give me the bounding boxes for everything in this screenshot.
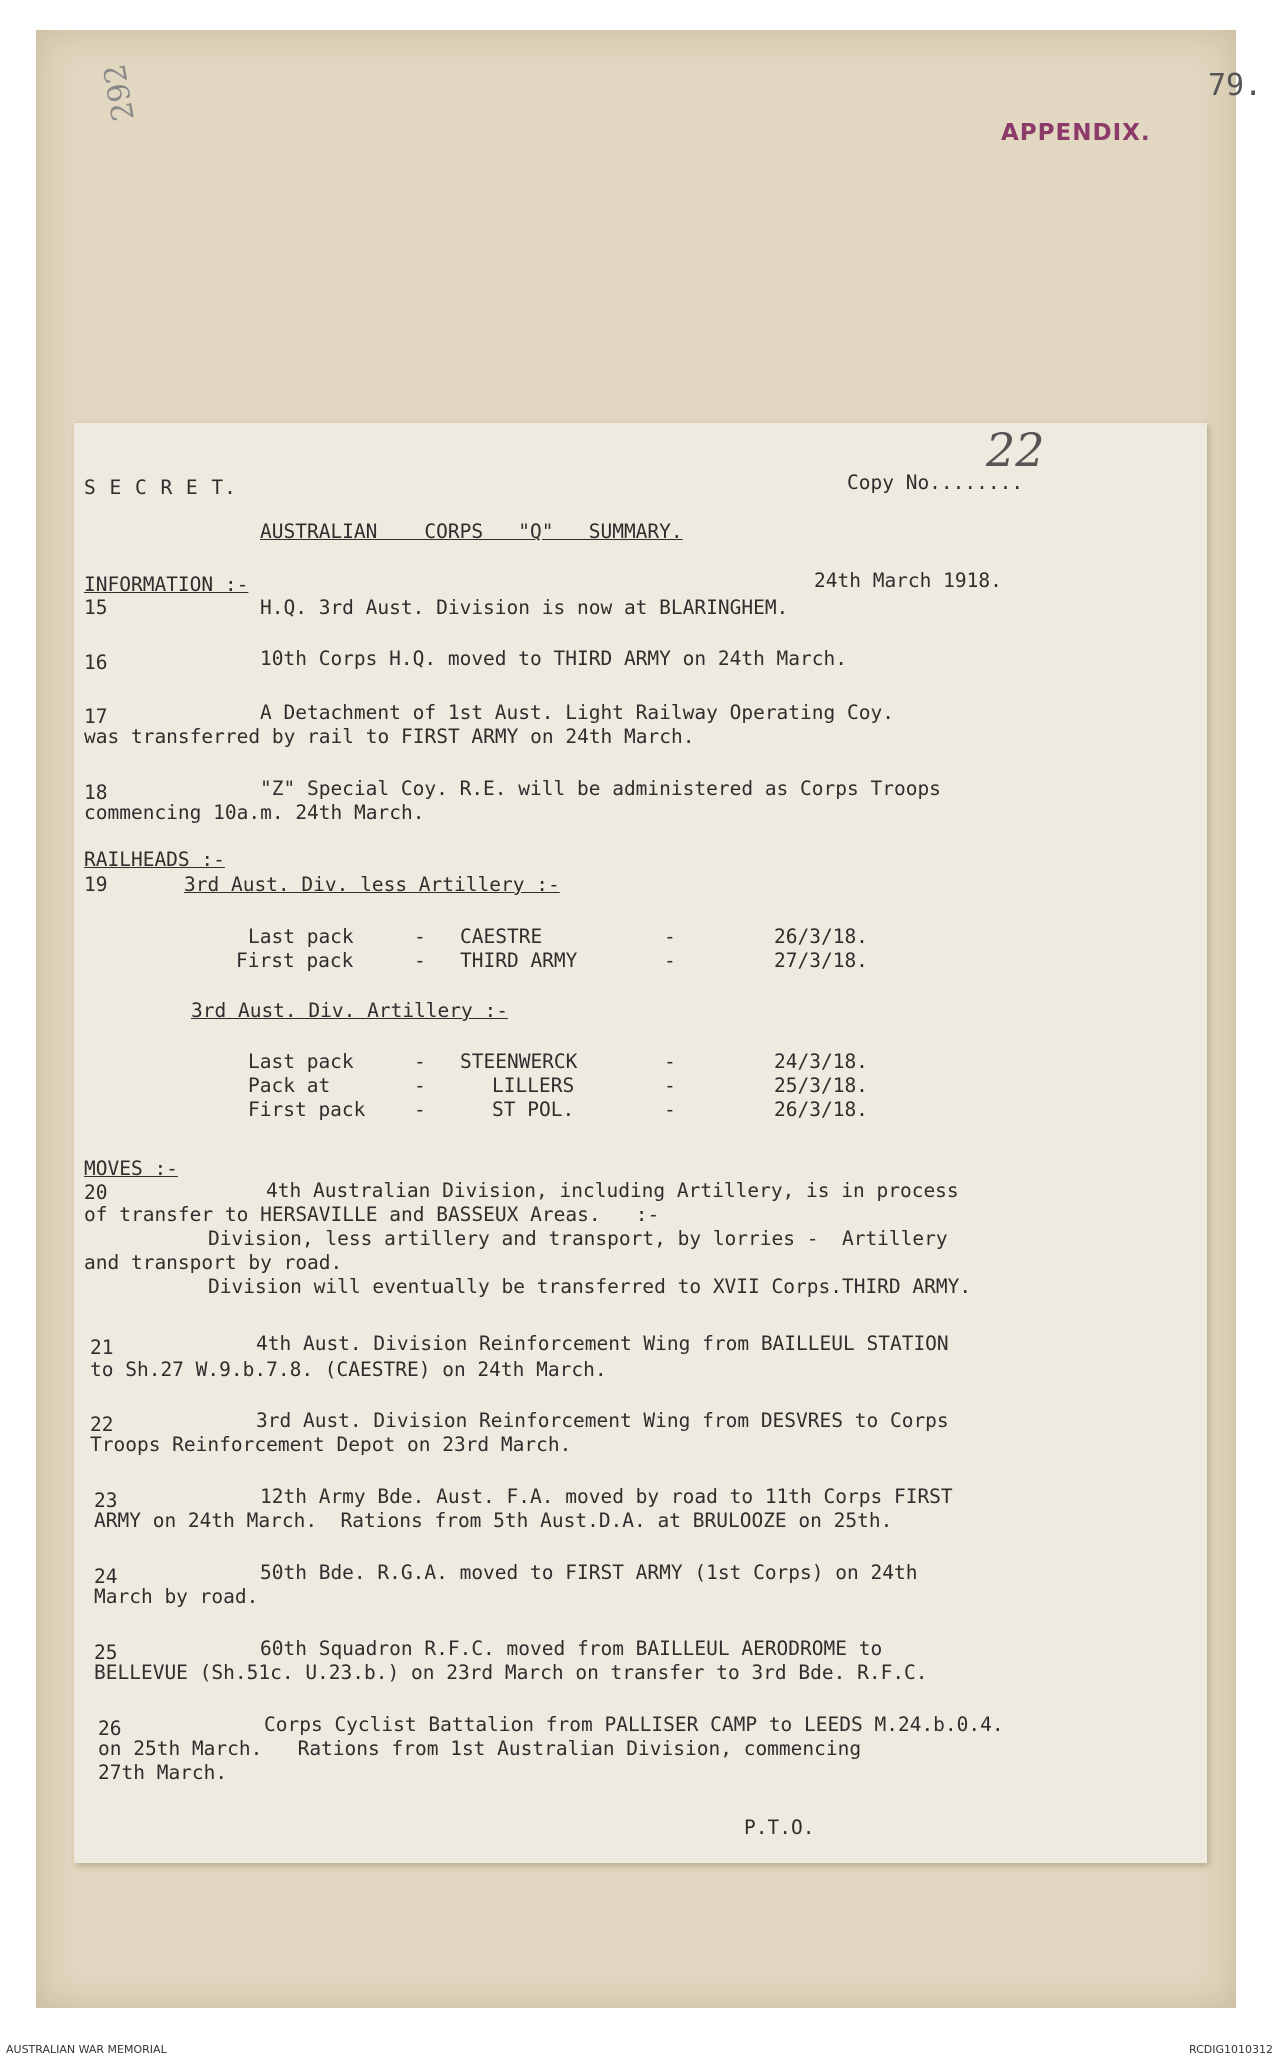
railheads-heading: RAILHEADS :- xyxy=(84,848,225,871)
para-continuation: was transferred by rail to FIRST ARMY on 24th March. xyxy=(84,725,695,748)
railhead-date: 26/3/18. xyxy=(774,925,868,948)
document-title: AUSTRALIAN CORPS "Q" SUMMARY. xyxy=(260,520,683,543)
para-text: "Z" Special Coy. R.E. will be administered as Corps Troops xyxy=(260,777,941,800)
move-line: Division, less artillery and transport, by lorries - Artillery xyxy=(208,1227,948,1250)
para-number: 15 xyxy=(84,596,108,619)
railhead-place: STEENWERCK xyxy=(460,1050,578,1073)
move-line: 4th Aust. Division Reinforcement Wing from BAILLEUL STATION xyxy=(256,1332,949,1355)
move-line: Corps Cyclist Battalion from PALLISER CAMP to LEEDS M.24.b.0.4. xyxy=(264,1713,1004,1736)
archive-image-id: RCDIG1010312 xyxy=(1188,2043,1273,2056)
para-continuation: commencing 10a.m. 24th March. xyxy=(84,801,425,824)
artillery-railhead-heading: 3rd Aust. Div. Artillery :- xyxy=(191,999,508,1022)
archive-folder-page xyxy=(36,30,1263,2008)
move-line: 27th March. xyxy=(98,1761,228,1784)
move-line: 60th Squadron R.F.C. moved from BAILLEUL AERODROME to xyxy=(260,1637,883,1660)
copy-number: Copy No........ xyxy=(847,471,1024,494)
para-text: H.Q. 3rd Aust. Division is now at BLARINGHEM. xyxy=(260,596,789,619)
railhead-label: First pack xyxy=(248,1098,366,1121)
para-number: 20 xyxy=(84,1181,108,1204)
dash: - xyxy=(664,1098,676,1121)
railhead-label: First pack xyxy=(236,949,354,972)
move-line: 12th Army Bde. Aust. F.A. moved by road to 11th Corps FIRST xyxy=(260,1485,953,1508)
railhead-place: CAESTRE xyxy=(460,925,543,948)
railhead-label: Last pack xyxy=(248,1050,354,1073)
para-number: 17 xyxy=(84,705,108,728)
railhead-label: Last pack xyxy=(248,925,354,948)
railhead-place: LILLERS xyxy=(492,1074,575,1097)
para-number: 25 xyxy=(94,1641,118,1664)
dash: - xyxy=(414,1098,426,1121)
para-number: 23 xyxy=(94,1489,118,1512)
para-text: A Detachment of 1st Aust. Light Railway Operating Coy. xyxy=(260,701,894,724)
move-line: BELLEVUE (Sh.51c. U.23.b.) on 23rd March on transfer to 3rd Bde. R.F.C. xyxy=(94,1661,928,1684)
para-number: 18 xyxy=(84,781,108,804)
para-number: 19 xyxy=(84,873,108,896)
move-line: and transport by road. xyxy=(84,1251,343,1274)
move-line: of transfer to HERSAVILLE and BASSEUX Areas. :- xyxy=(84,1203,660,1226)
railhead-date: 27/3/18. xyxy=(774,949,868,972)
dash: - xyxy=(664,1050,676,1073)
archive-credit: AUSTRALIAN WAR MEMORIAL xyxy=(6,2043,167,2056)
dash: - xyxy=(664,1074,676,1097)
dash: - xyxy=(664,949,676,972)
information-heading: INFORMATION :- xyxy=(84,573,249,596)
railhead-label: Pack at xyxy=(248,1074,331,1097)
dash: - xyxy=(414,1074,426,1097)
move-line: 4th Australian Division, including Artillery, is in process xyxy=(266,1179,959,1202)
appendix-stamp: APPENDIX. xyxy=(1001,120,1151,146)
para-number: 22 xyxy=(90,1413,114,1436)
dash: - xyxy=(414,949,426,972)
handwritten-copy-number: 22 xyxy=(986,423,1045,477)
move-line: Troops Reinforcement Depot on 23rd March. xyxy=(90,1433,572,1456)
page-number: 79. xyxy=(1208,68,1263,103)
moves-heading: MOVES :- xyxy=(84,1157,178,1180)
dash: - xyxy=(414,925,426,948)
railhead-date: 25/3/18. xyxy=(774,1074,868,1097)
pencil-reference-mark: 292 xyxy=(97,61,142,124)
railhead-place: ST POL. xyxy=(492,1098,575,1121)
classification: S E C R E T. xyxy=(84,476,237,499)
document-date: 24th March 1918. xyxy=(814,569,1002,592)
move-line: ARMY on 24th March. Rations from 5th Aust.D.A. at BRULOOZE on 25th. xyxy=(94,1509,893,1532)
dash: - xyxy=(414,1050,426,1073)
railhead-place: THIRD ARMY xyxy=(460,949,578,972)
para-number: 16 xyxy=(84,651,108,674)
please-turn-over: P.T.O. xyxy=(744,1816,815,1839)
typed-document-sheet xyxy=(74,423,1207,1863)
para-text: 10th Corps H.Q. moved to THIRD ARMY on 24th March. xyxy=(260,647,847,670)
move-line: Division will eventually be transferred to XVII Corps.THIRD ARMY. xyxy=(208,1275,972,1298)
division-railhead-heading: 3rd Aust. Div. less Artillery :- xyxy=(184,873,560,896)
move-line: 3rd Aust. Division Reinforcement Wing from DESVRES to Corps xyxy=(256,1409,949,1432)
dash: - xyxy=(664,925,676,948)
railhead-date: 24/3/18. xyxy=(774,1050,868,1073)
para-number: 21 xyxy=(90,1336,114,1359)
para-number: 26 xyxy=(98,1717,122,1740)
para-number: 24 xyxy=(94,1565,118,1588)
move-line: on 25th March. Rations from 1st Australian Division, commencing xyxy=(98,1737,862,1760)
railhead-date: 26/3/18. xyxy=(774,1098,868,1121)
move-line: 50th Bde. R.G.A. moved to FIRST ARMY (1st Corps) on 24th xyxy=(260,1561,918,1584)
move-line: March by road. xyxy=(94,1585,259,1608)
move-line: to Sh.27 W.9.b.7.8. (CAESTRE) on 24th March. xyxy=(90,1358,607,1381)
